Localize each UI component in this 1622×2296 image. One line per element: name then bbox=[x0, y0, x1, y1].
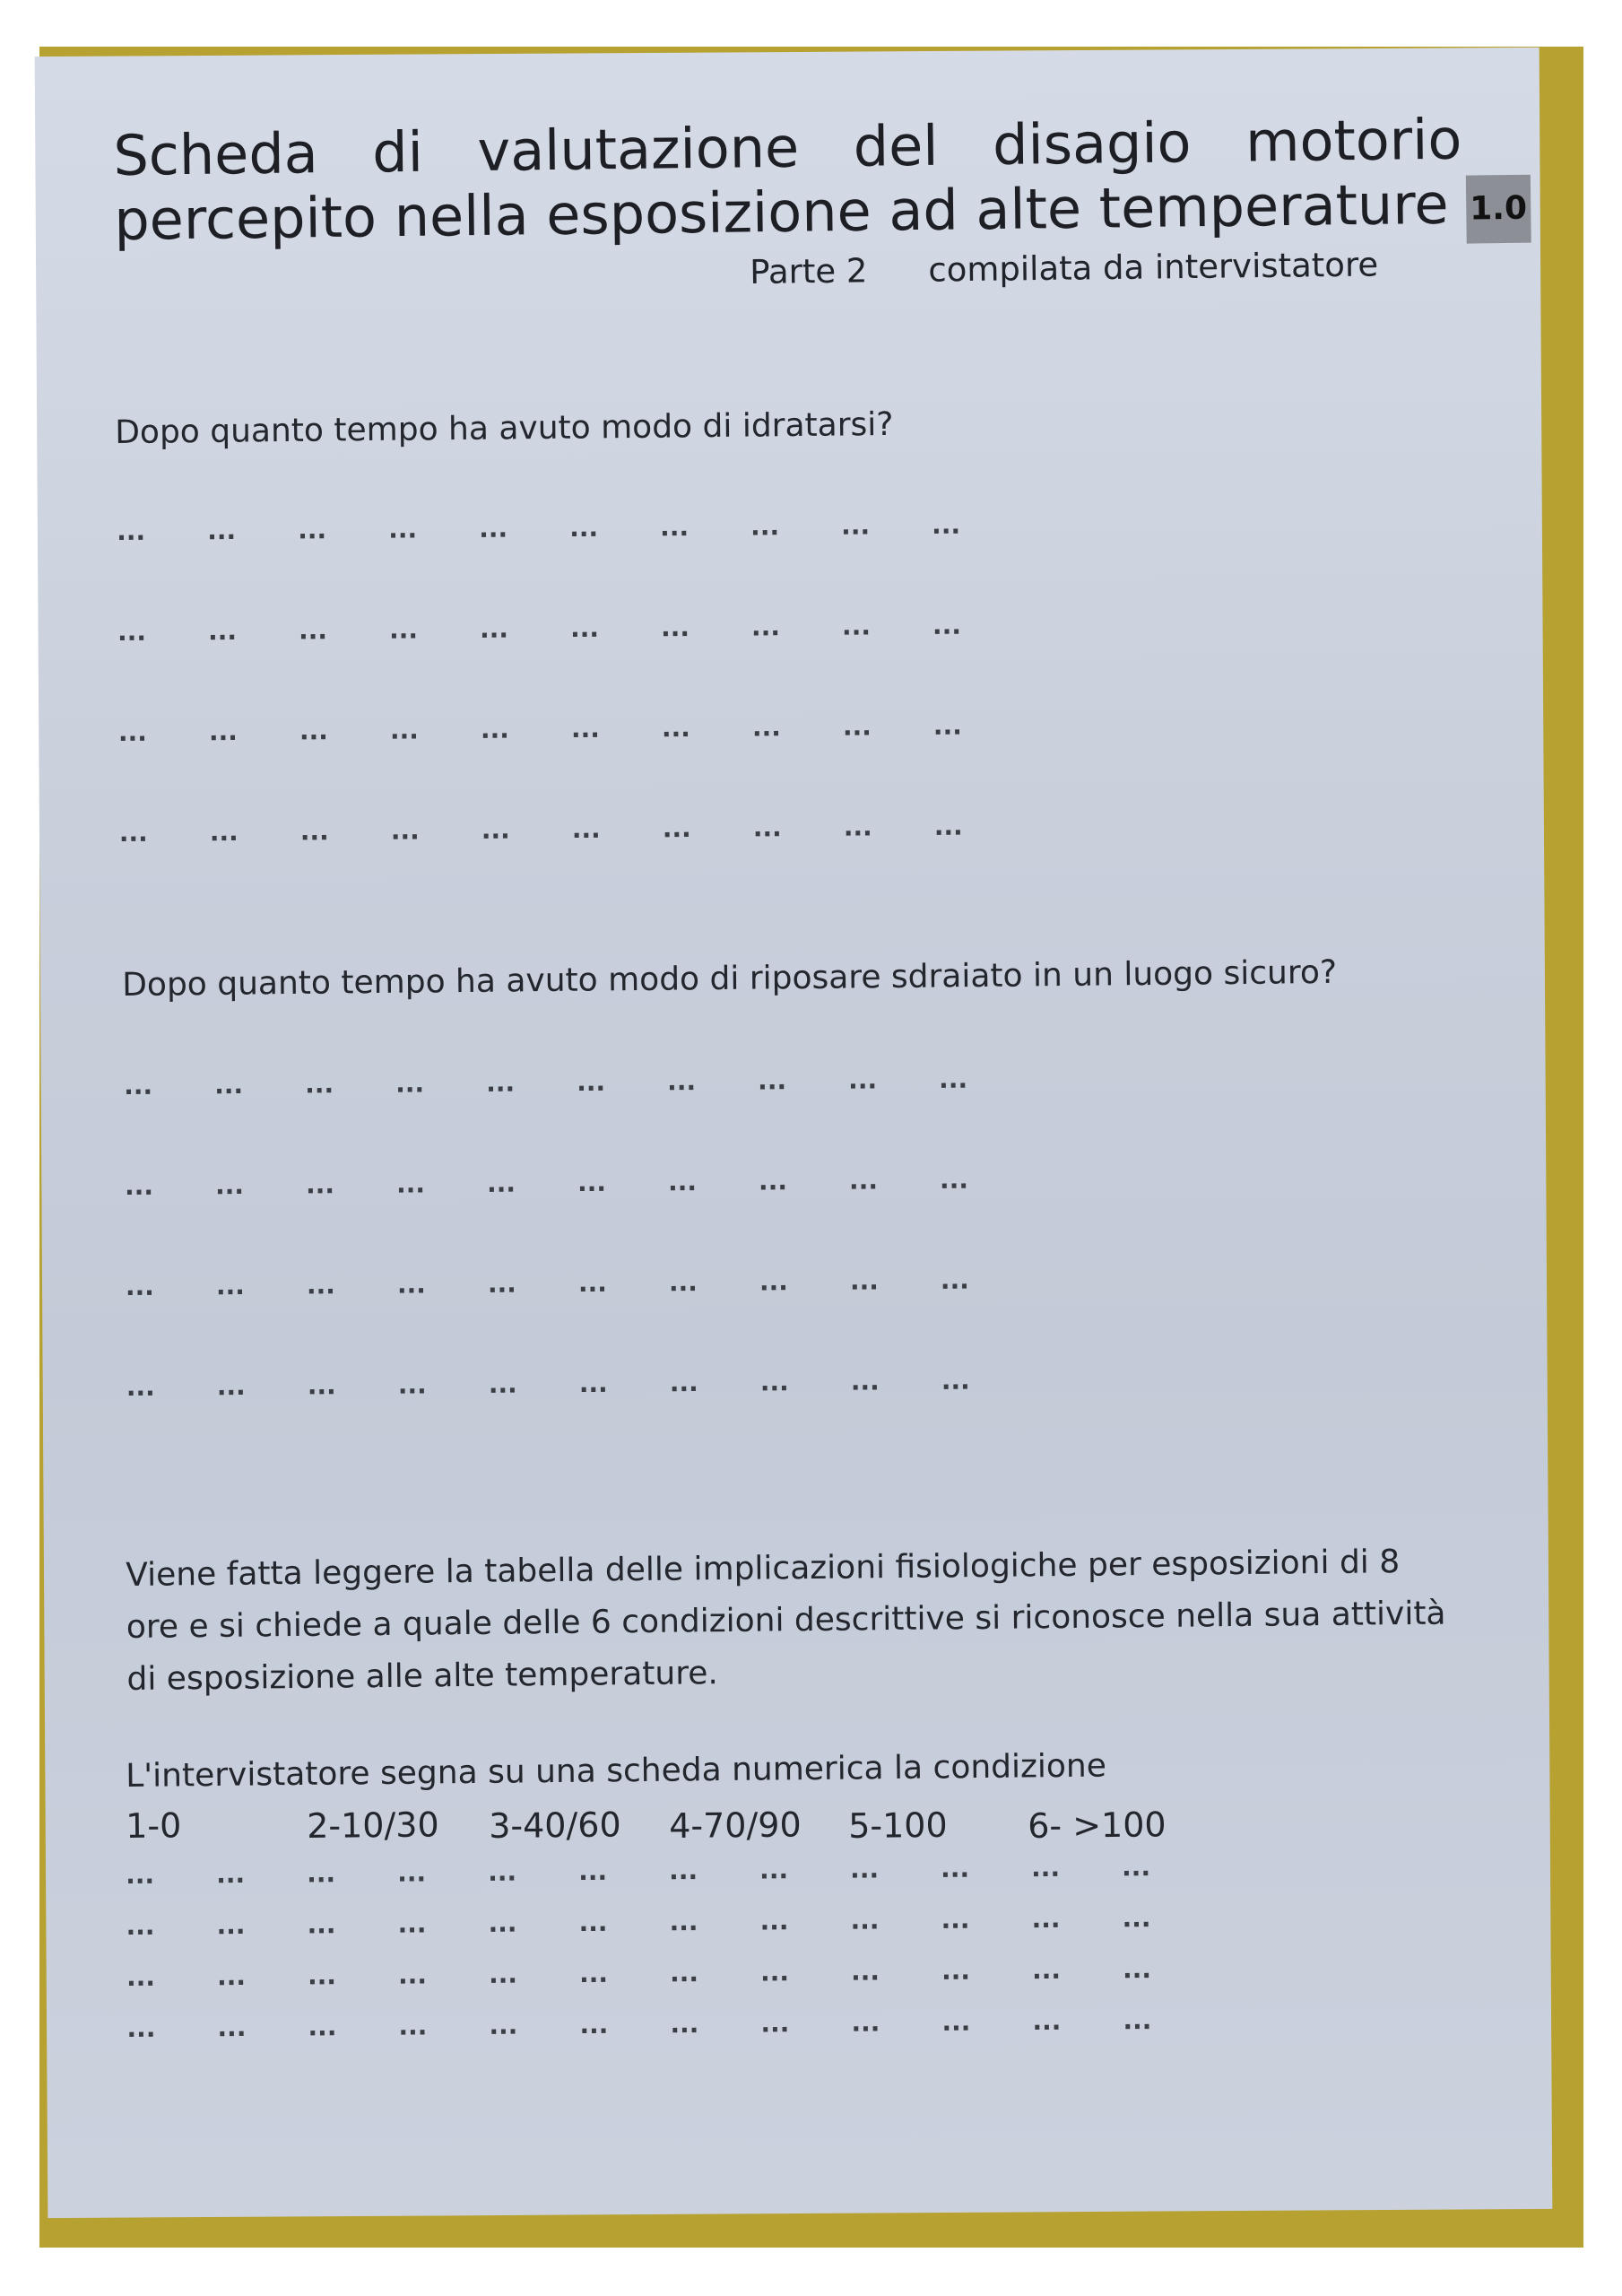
answer-placeholder: ... bbox=[659, 511, 690, 543]
answer-placeholder: ... bbox=[306, 1270, 335, 1300]
answer-placeholder: ... bbox=[759, 1367, 789, 1397]
question-rest: Dopo quanto tempo ha avuto modo di riposare sdraiato in un luogo sicuro? bbox=[122, 953, 1338, 1004]
answer-placeholder: ... bbox=[307, 1370, 336, 1401]
answer-placeholder: ... bbox=[932, 710, 962, 741]
answer-placeholder: ... bbox=[487, 1268, 516, 1299]
answer-placeholder: ... bbox=[117, 717, 147, 747]
answer-placeholder: ... bbox=[940, 1265, 969, 1295]
answer-placeholder: ... bbox=[568, 512, 599, 544]
bottom-margin bbox=[0, 2248, 1622, 2296]
answer-placeholder: ... bbox=[388, 614, 419, 645]
answer-placeholder: ... bbox=[670, 2008, 699, 2039]
answer-placeholder: ... bbox=[215, 1858, 246, 1890]
answer-placeholder: ... bbox=[214, 1170, 245, 1201]
answer-placeholder: ... bbox=[118, 817, 148, 848]
answer-placeholder: ... bbox=[759, 1906, 789, 1936]
paragraph-line-2: ore e si chiede a quale delle 6 condizioni descrittive si riconosce nella sua attività bbox=[126, 1595, 1446, 1646]
version-badge: 1.0 bbox=[1466, 175, 1531, 244]
answer-placeholder: ... bbox=[217, 2012, 247, 2043]
answer-placeholder: ... bbox=[298, 615, 328, 646]
answer-placeholder: ... bbox=[939, 1164, 969, 1195]
answer-placeholder: ... bbox=[396, 1269, 426, 1300]
answer-placeholder: ... bbox=[207, 615, 238, 647]
answer-placeholder: ... bbox=[397, 1909, 427, 1939]
top-margin bbox=[0, 0, 1622, 47]
answer-placeholder: ... bbox=[126, 2013, 156, 2043]
answer-placeholder: ... bbox=[849, 1854, 880, 1884]
answer-placeholder: ... bbox=[208, 716, 238, 747]
answer-placeholder: ... bbox=[850, 1366, 880, 1396]
answer-placeholder: ... bbox=[579, 2009, 609, 2040]
paragraph-line-1: Viene fatta leggere la tabella delle implicazioni fisiologiche per esposizioni di 8 bbox=[126, 1544, 1401, 1594]
answer-placeholder: ... bbox=[577, 1856, 608, 1887]
scale-label-4: 4-70/90 bbox=[669, 1805, 802, 1846]
answer-placeholder: ... bbox=[216, 1961, 247, 1992]
scale-label-3: 3-40/60 bbox=[489, 1805, 621, 1846]
title-line-2-text: percepito nella esposizione ad alte temperature bbox=[113, 170, 1449, 253]
answer-placeholder: ... bbox=[481, 814, 510, 845]
answer-placeholder: ... bbox=[849, 1265, 879, 1296]
answer-placeholder: ... bbox=[398, 2011, 428, 2041]
answer-placeholder: ... bbox=[488, 1959, 518, 1989]
answer-placeholder: ... bbox=[307, 1909, 336, 1940]
scale-label-6: 6- >100 bbox=[1028, 1805, 1167, 1846]
answer-placeholder: ... bbox=[752, 813, 782, 843]
recording-instruction: L'intervistatore segna su una scheda numerica la condizione bbox=[126, 1747, 1107, 1795]
answer-placeholder: ... bbox=[669, 1906, 698, 1937]
answer-placeholder: ... bbox=[117, 616, 147, 647]
document-title bbox=[112, 106, 1528, 260]
answer-placeholder: ... bbox=[941, 1904, 970, 1935]
answer-placeholder: ... bbox=[397, 1960, 428, 1990]
answer-placeholder: ... bbox=[666, 1065, 697, 1097]
answer-placeholder: ... bbox=[478, 513, 508, 544]
document-subtitle bbox=[750, 245, 1378, 291]
paragraph-line-3: di esposizione alle alte temperature. bbox=[126, 1655, 719, 1698]
answer-placeholder: ... bbox=[1032, 2005, 1062, 2037]
answer-placeholder: ... bbox=[299, 716, 328, 746]
title-line-1: Scheda di valutazione del disagio motorio bbox=[112, 106, 1462, 188]
answer-placeholder: ... bbox=[759, 1957, 790, 1987]
answer-placeholder: ... bbox=[669, 1367, 698, 1398]
left-margin bbox=[0, 0, 39, 2296]
answer-placeholder: ... bbox=[1031, 1954, 1062, 1986]
answer-placeholder: ... bbox=[840, 510, 871, 541]
answer-placeholder: ... bbox=[486, 1168, 516, 1198]
answer-placeholder: ... bbox=[485, 1067, 516, 1098]
answer-placeholder: ... bbox=[938, 1064, 968, 1094]
scale-label-2: 2-10/30 bbox=[307, 1805, 439, 1846]
answer-placeholder: ... bbox=[569, 613, 600, 644]
answer-placeholder: ... bbox=[299, 816, 329, 847]
answer-placeholder: ... bbox=[1121, 1852, 1151, 1883]
answer-placeholder: ... bbox=[308, 2012, 337, 2042]
answer-placeholder: ... bbox=[847, 1065, 878, 1095]
scale-label-1: 1-0 bbox=[126, 1805, 182, 1846]
answer-placeholder: ... bbox=[216, 1909, 246, 1941]
answer-placeholder: ... bbox=[125, 1271, 154, 1301]
answer-placeholder: ... bbox=[848, 1165, 879, 1196]
answer-placeholder: ... bbox=[850, 1956, 880, 1987]
answer-placeholder: ... bbox=[124, 1170, 154, 1201]
answer-placeholder: ... bbox=[1122, 1903, 1151, 1934]
answer-placeholder: ... bbox=[297, 515, 327, 545]
answer-placeholder: ... bbox=[576, 1066, 606, 1098]
answer-placeholder: ... bbox=[570, 713, 600, 744]
answer-placeholder: ... bbox=[215, 1270, 245, 1301]
answer-placeholder: ... bbox=[126, 1961, 156, 1992]
answer-placeholder: ... bbox=[933, 811, 963, 841]
answer-placeholder: ... bbox=[305, 1170, 335, 1200]
answer-placeholder: ... bbox=[206, 515, 237, 546]
answer-placeholder: ... bbox=[117, 516, 146, 546]
answer-placeholder: ... bbox=[488, 1369, 517, 1399]
answer-placeholder: ... bbox=[760, 2008, 790, 2039]
answer-placeholder: ... bbox=[306, 1858, 336, 1889]
answer-placeholder: ... bbox=[841, 611, 872, 641]
answer-placeholder: ... bbox=[571, 813, 601, 845]
answer-placeholder: ... bbox=[216, 1370, 246, 1402]
answer-placeholder: ... bbox=[126, 1371, 155, 1402]
answer-placeholder: ... bbox=[941, 1365, 970, 1396]
answer-placeholder: ... bbox=[387, 514, 418, 544]
answer-placeholder: ... bbox=[395, 1169, 426, 1199]
answer-placeholder: ... bbox=[1030, 1852, 1061, 1883]
answer-placeholder: ... bbox=[1031, 1903, 1061, 1935]
answer-placeholder: ... bbox=[389, 715, 419, 745]
answer-placeholder: ... bbox=[667, 1166, 698, 1197]
part-label: Parte 2 bbox=[750, 251, 868, 291]
answer-placeholder: ... bbox=[1122, 1954, 1152, 1985]
answer-placeholder: ... bbox=[661, 712, 690, 744]
compiled-by-label: compilata da intervistatore bbox=[928, 245, 1379, 290]
paper-sheet bbox=[35, 48, 1553, 2218]
answer-placeholder: ... bbox=[750, 511, 780, 542]
answer-placeholder: ... bbox=[489, 2010, 518, 2040]
answer-placeholder: ... bbox=[758, 1166, 788, 1196]
answer-placeholder: ... bbox=[660, 612, 690, 643]
answer-placeholder: ... bbox=[307, 1961, 337, 1991]
answer-placeholder: ... bbox=[577, 1167, 607, 1198]
answer-placeholder: ... bbox=[578, 1958, 609, 1989]
question-hydration: Dopo quanto tempo ha avuto modo di idratarsi? bbox=[115, 405, 894, 451]
answer-placeholder: ... bbox=[759, 1266, 788, 1297]
answer-placeholder: ... bbox=[396, 1857, 427, 1888]
answer-placeholder: ... bbox=[480, 714, 509, 744]
answer-placeholder: ... bbox=[124, 1070, 153, 1100]
answer-placeholder: ... bbox=[931, 509, 961, 540]
answer-placeholder: ... bbox=[757, 1065, 787, 1096]
answer-placeholder: ... bbox=[662, 813, 691, 844]
answer-placeholder: ... bbox=[126, 1910, 155, 1941]
answer-placeholder: ... bbox=[668, 1266, 698, 1298]
answer-placeholder: ... bbox=[578, 1368, 608, 1399]
answer-placeholder: ... bbox=[487, 1857, 517, 1887]
scale-label-5: 5-100 bbox=[848, 1805, 948, 1846]
answer-placeholder: ... bbox=[397, 1370, 427, 1400]
answer-placeholder: ... bbox=[941, 1955, 971, 1986]
answer-placeholder: ... bbox=[843, 812, 872, 842]
answer-placeholder: ... bbox=[940, 1853, 970, 1883]
answer-placeholder: ... bbox=[479, 613, 509, 644]
answer-placeholder: ... bbox=[395, 1068, 425, 1099]
answer-placeholder: ... bbox=[577, 1267, 607, 1299]
answer-placeholder: ... bbox=[851, 2007, 880, 2038]
answer-placeholder: ... bbox=[209, 816, 239, 848]
answer-placeholder: ... bbox=[941, 2006, 971, 2037]
answer-placeholder: ... bbox=[759, 1855, 789, 1885]
answer-placeholder: ... bbox=[390, 815, 420, 846]
answer-placeholder: ... bbox=[578, 1907, 608, 1938]
right-margin bbox=[1583, 0, 1622, 2296]
answer-placeholder: ... bbox=[751, 712, 781, 743]
answer-placeholder: ... bbox=[126, 1859, 155, 1890]
answer-placeholder: ... bbox=[932, 610, 962, 640]
answer-placeholder: ... bbox=[488, 1908, 517, 1938]
answer-placeholder: ... bbox=[213, 1069, 244, 1100]
answer-placeholder: ... bbox=[668, 1855, 698, 1886]
answer-placeholder: ... bbox=[304, 1069, 334, 1100]
answer-placeholder: ... bbox=[850, 1905, 880, 1935]
instruction-paragraph bbox=[126, 1535, 1481, 1706]
answer-placeholder: ... bbox=[1123, 2005, 1152, 2036]
answer-placeholder: ... bbox=[842, 711, 872, 742]
answer-placeholder: ... bbox=[750, 612, 781, 642]
answer-placeholder: ... bbox=[669, 1957, 699, 1988]
